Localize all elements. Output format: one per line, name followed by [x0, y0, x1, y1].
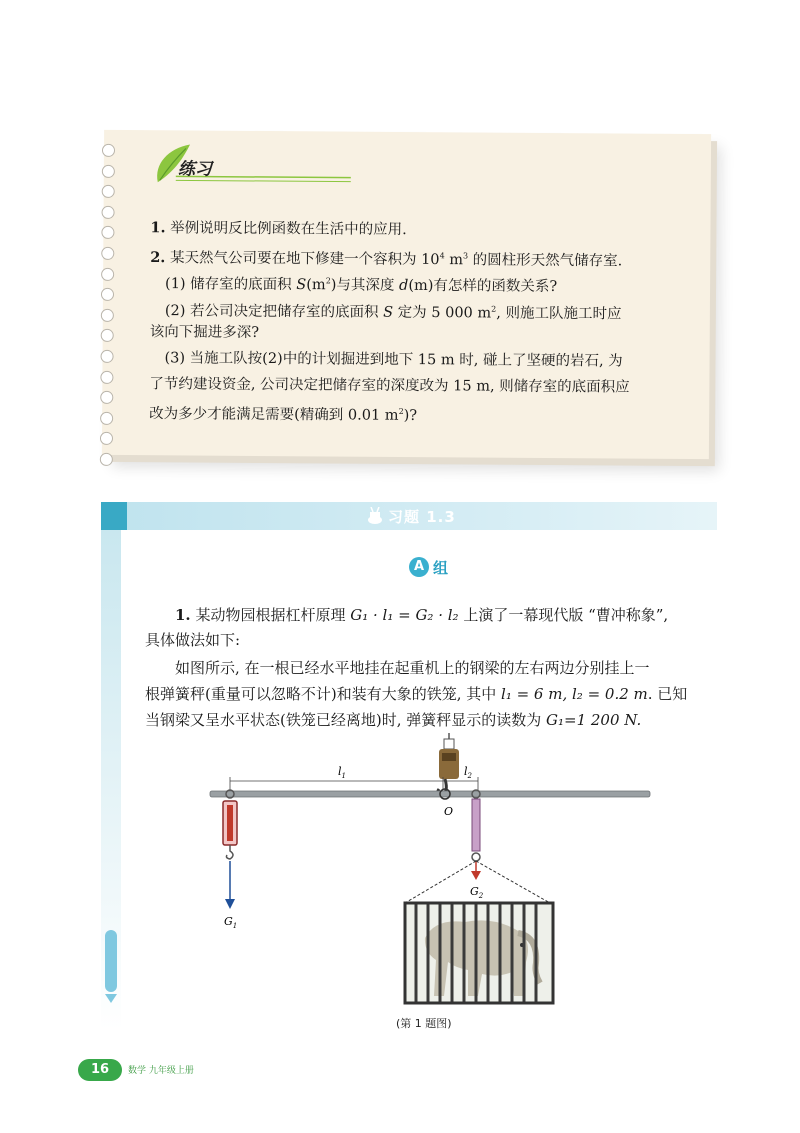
group-badge: A — [409, 557, 429, 577]
cage-rod — [471, 790, 481, 880]
label-o: O — [444, 805, 454, 818]
practice-q2-3: (3) 当施工队按(2)中的计划掘进到地下 15 m 时, 碰上了坚硬的岩石, 为 — [164, 350, 623, 370]
exercise-p1-line2: 具体做法如下: — [145, 631, 241, 649]
spring-scale — [223, 790, 237, 909]
practice-q2-3-cont1: 了节约建设资金, 公司决定把储存室的深度改为 15 m, 则储存室的底面积应 — [149, 376, 630, 396]
practice-q2-3-cont2: 改为多少才能满足需要(精确到 0.01 $m^2$)? — [149, 406, 418, 424]
label-l1: $l_1$ — [338, 765, 346, 780]
group-label: 组 — [433, 559, 449, 577]
down-arrow-icon — [105, 994, 117, 1003]
label-g1: $G_1$ — [224, 915, 238, 930]
figure-caption: (第 1 题图) — [396, 1017, 452, 1030]
banner-block — [101, 502, 127, 530]
practice-title: 练习 — [177, 159, 212, 180]
dimension-line — [230, 777, 478, 791]
cage — [405, 903, 553, 1003]
binder-rings — [100, 144, 115, 474]
exercise-p2-line1: 如图所示, 在一根已经水平地挂在起重机上的钢梁的左右两边分别挂上一 — [175, 659, 650, 677]
exercise-title: 习题 1.3 — [388, 508, 456, 526]
exercise-p2-line2: 根弹簧秤(重量可以忽略不计)和装有大象的铁笼, 其中 l₁ = 6 m, l₂ = 0.2 m. 已知 — [145, 685, 688, 703]
practice-q2-2: (2) 若公司决定把储存室的底面积 S 定为 5 000 $m^2$, 则施工队施工时应 — [164, 303, 622, 323]
footer-book-title: 数学 九年级上册 — [128, 1066, 194, 1076]
practice-q2: 2. 某天然气公司要在地下修建一个容积为 $10^4$ $m^3$ 的圆柱形天然气储存室. — [150, 249, 623, 270]
side-scroll-tab — [105, 930, 117, 992]
practice-q2-2-cont: 该向下掘进多深? — [149, 324, 260, 341]
exercise-p1-line1: 1. 某动物园根据杠杆原理 G₁ · l₁ = G₂ · l₂ 上演了一幕现代版 “曹冲称象”, — [175, 606, 669, 624]
practice-q2-1: (1) 储存室的底面积 $S(m^2)$与其深度 d(m)有怎样的函数关系? — [165, 276, 558, 295]
label-g2: $G_2$ — [470, 885, 484, 900]
page-number: 16 — [78, 1059, 122, 1081]
exercise-p2-line3: 当钢梁又呈水平状态(铁笼已经离地)时, 弹簧秤显示的读数为 G₁=1 200 N. — [145, 711, 642, 729]
lever-figure — [200, 733, 660, 1013]
practice-card — [102, 130, 711, 459]
steel-beam — [210, 791, 650, 797]
crane-hook — [438, 733, 459, 795]
practice-q1: 1. 举例说明反比例函数在生活中的应用. — [150, 219, 407, 239]
pen-holder-icon — [366, 507, 384, 525]
label-l2: $l_2$ — [464, 765, 472, 780]
